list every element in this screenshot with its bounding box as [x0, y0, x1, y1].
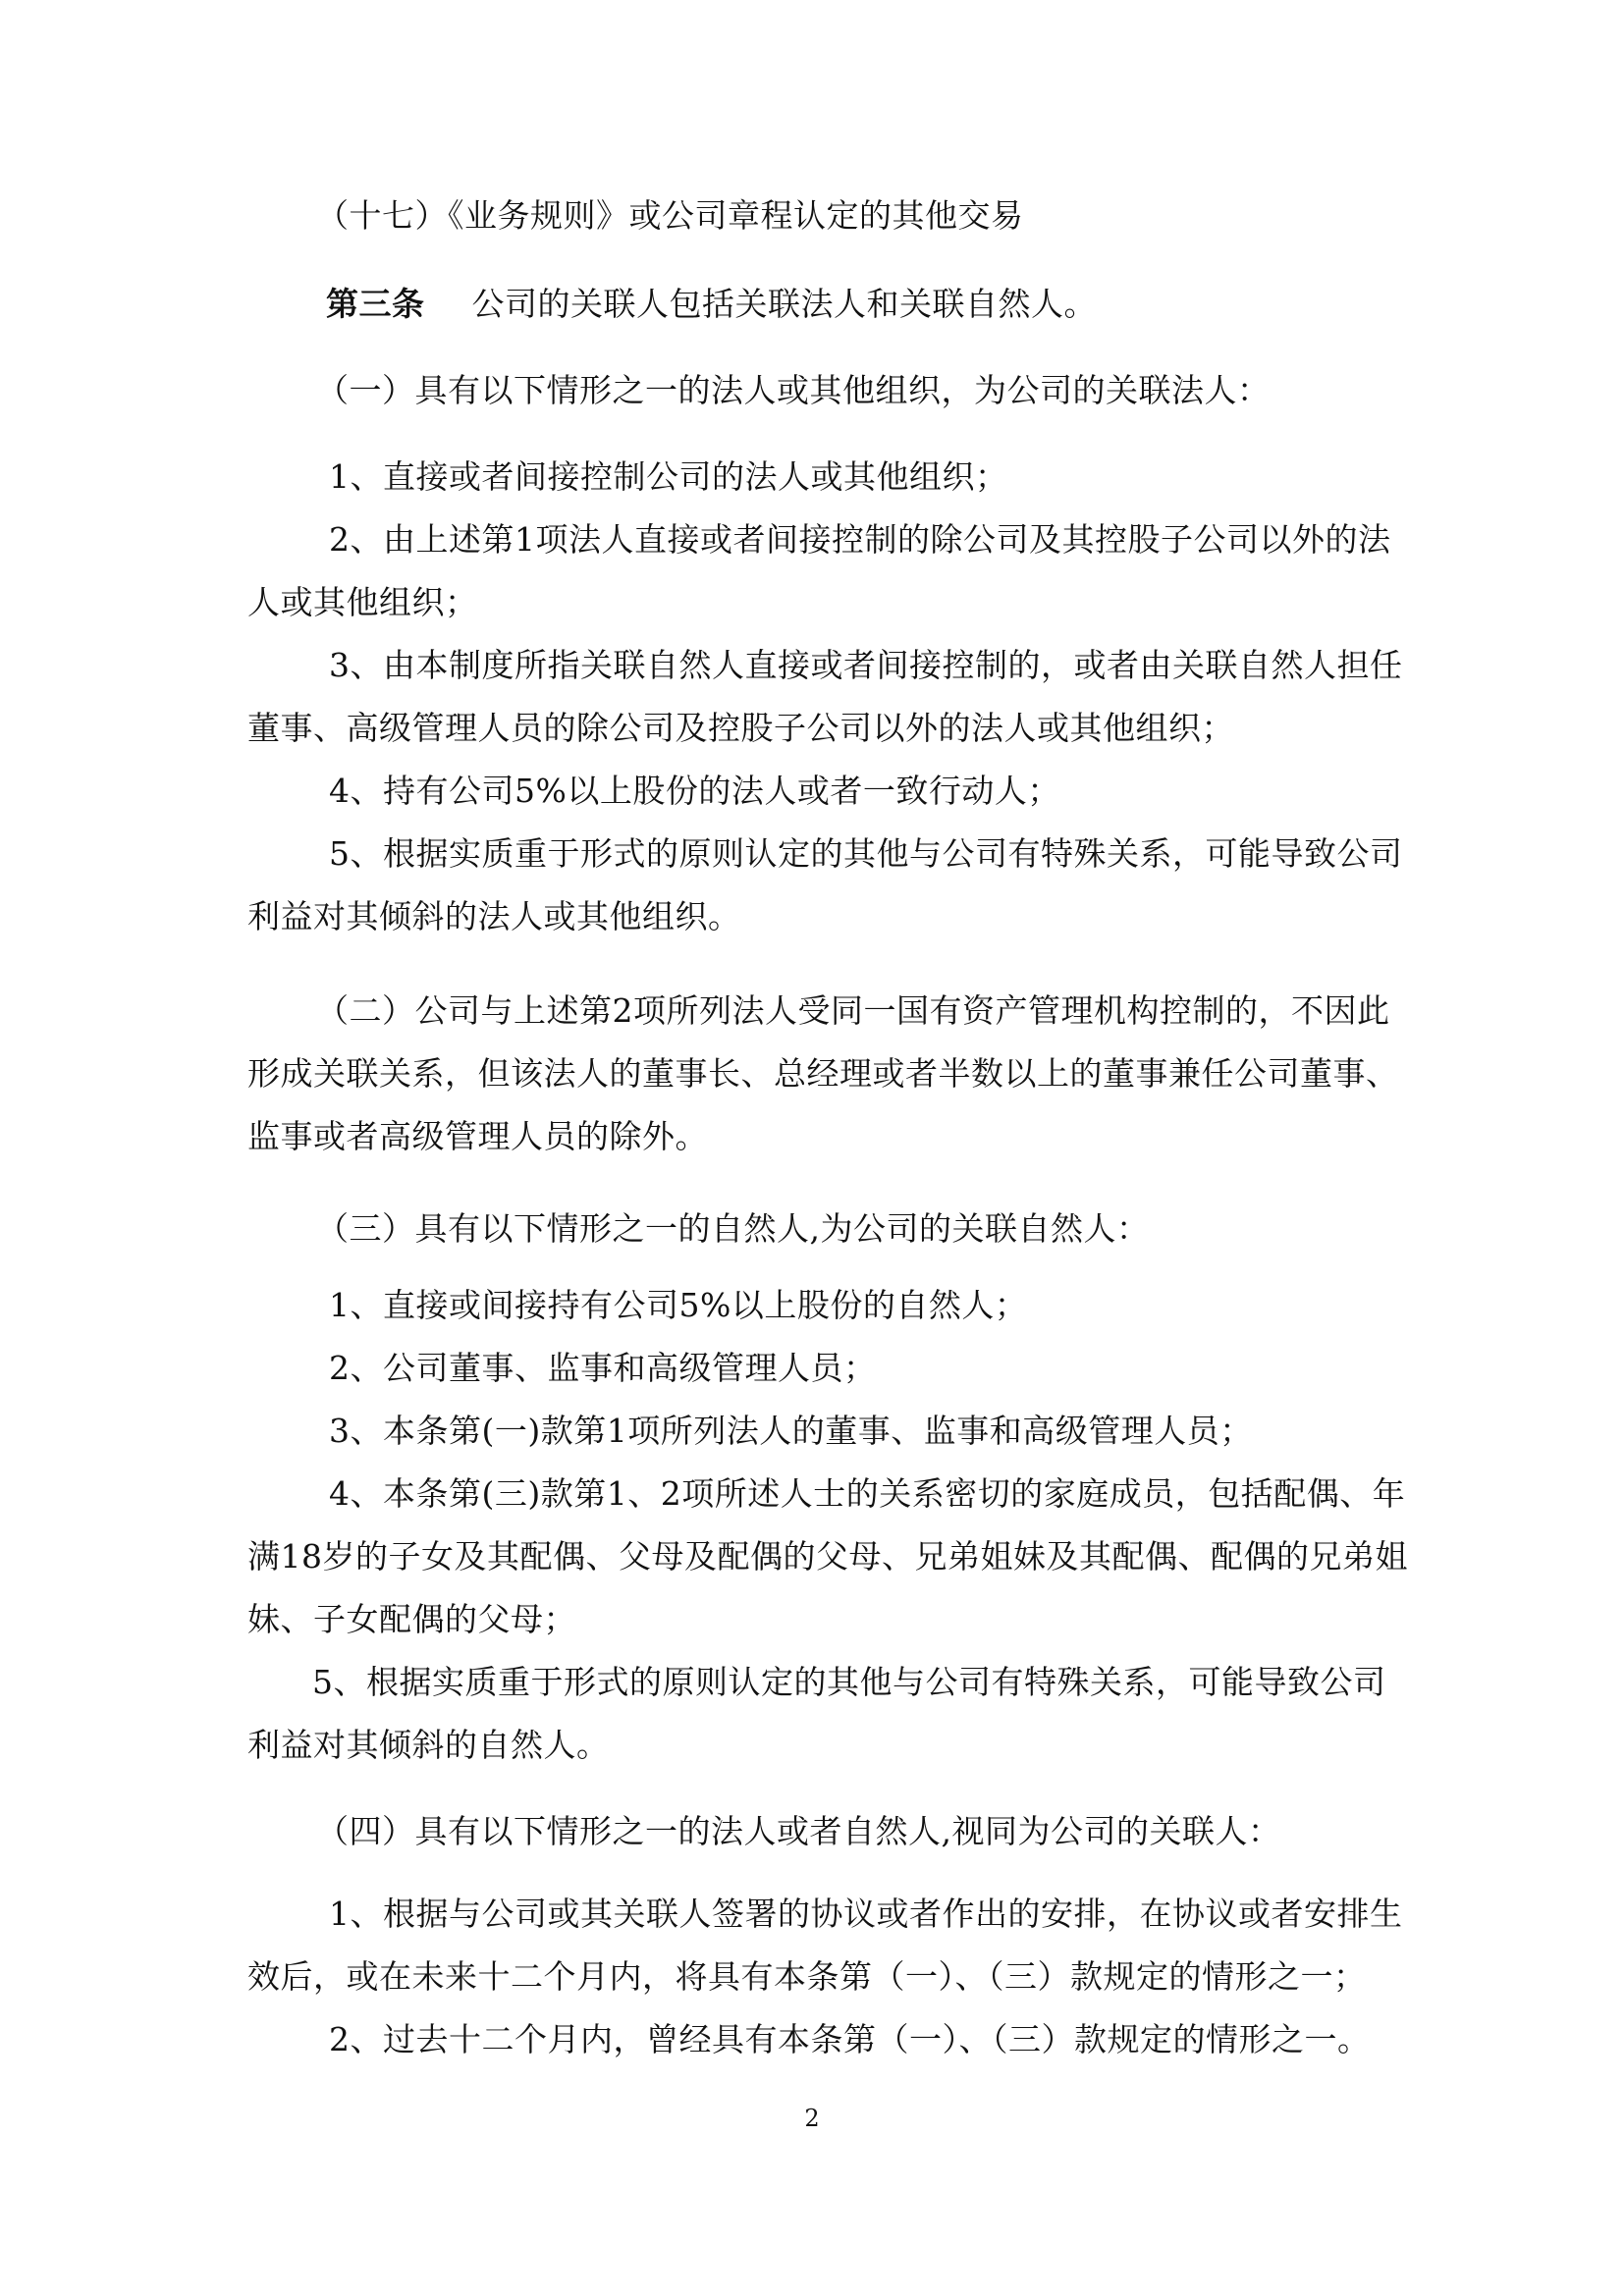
section-three-heading: （三）具有以下情形之一的自然人,为公司的关联自然人： — [316, 1209, 1150, 1248]
article-text: 公司的关联人包括关联法人和关联自然人。 — [471, 285, 1097, 323]
item-seventeen: （十七）《业务规则》或公司章程认定的其他交易 — [316, 196, 1024, 235]
paragraph-line: 1、根据与公司或其关联人签署的协议或者作出的安排，在协议或者安排生 — [329, 1895, 1403, 1933]
section-four-heading: （四）具有以下情形之一的法人或者自然人,视同为公司的关联人： — [316, 1812, 1281, 1850]
section-two-line: 形成关联关系，但该法人的董事长、总经理或者半数以上的董事兼任公司董事、 — [247, 1054, 1399, 1093]
paragraph-line: 2、由上述第1项法人直接或者间接控制的除公司及其控股子公司以外的法 — [329, 520, 1391, 559]
page-number: 2 — [804, 2105, 820, 2132]
paragraph-line: 2、过去十二个月内，曾经具有本条第（一）、（三）款规定的情形之一。 — [329, 2020, 1371, 2058]
paragraph-line: 4、持有公司5%以上股份的法人或者一致行动人； — [329, 772, 1060, 810]
paragraph-line: 5、根据实质重于形式的原则认定的其他与公司有特殊关系，可能导致公司 — [329, 834, 1403, 873]
section-one-heading: （一）具有以下情形之一的法人或其他组织，为公司的关联法人： — [316, 371, 1271, 409]
paragraph-line: 1、直接或者间接控制公司的法人或其他组织； — [329, 457, 1008, 496]
section-two-line: （二）公司与上述第2项所列法人受同一国有资产管理机构控制的，不因此 — [316, 991, 1390, 1030]
paragraph-line: 人或其他组织； — [247, 583, 478, 621]
paragraph-line: 1、直接或间接持有公司5%以上股份的自然人； — [329, 1286, 1028, 1324]
paragraph-line: 3、由本制度所指关联自然人直接或者间接控制的，或者由关联自然人担任 — [329, 646, 1403, 684]
section-two-line: 监事或者高级管理人员的除外。 — [247, 1117, 708, 1155]
paragraph-line: 2、公司董事、监事和高级管理人员； — [329, 1349, 877, 1387]
paragraph-line: 利益对其倾斜的自然人。 — [247, 1726, 610, 1764]
paragraph-line: 5、根据实质重于形式的原则认定的其他与公司有特殊关系，可能导致公司 — [312, 1663, 1386, 1701]
paragraph-line: 3、本条第(一)款第1项所列法人的董事、监事和高级管理人员； — [329, 1412, 1253, 1450]
paragraph-line: 董事、高级管理人员的除公司及控股子公司以外的法人或其他组织； — [247, 709, 1234, 747]
paragraph-line: 效后，或在未来十二个月内，将具有本条第（一）、（三）款规定的情形之一； — [247, 1957, 1367, 1996]
paragraph-line: 妹、子女配偶的父母； — [247, 1600, 576, 1638]
article-three-heading — [326, 285, 1097, 324]
article-label: 第三条 — [326, 285, 425, 323]
paragraph-line: 4、本条第(三)款第1、2项所述人士的关系密切的家庭成员，包括配偶、年 — [329, 1474, 1406, 1513]
paragraph-line: 满18岁的子女及其配偶、父母及配偶的父母、兄弟姐妹及其配偶、配偶的兄弟姐 — [247, 1537, 1408, 1575]
paragraph-line: 利益对其倾斜的法人或其他组织。 — [247, 897, 741, 935]
